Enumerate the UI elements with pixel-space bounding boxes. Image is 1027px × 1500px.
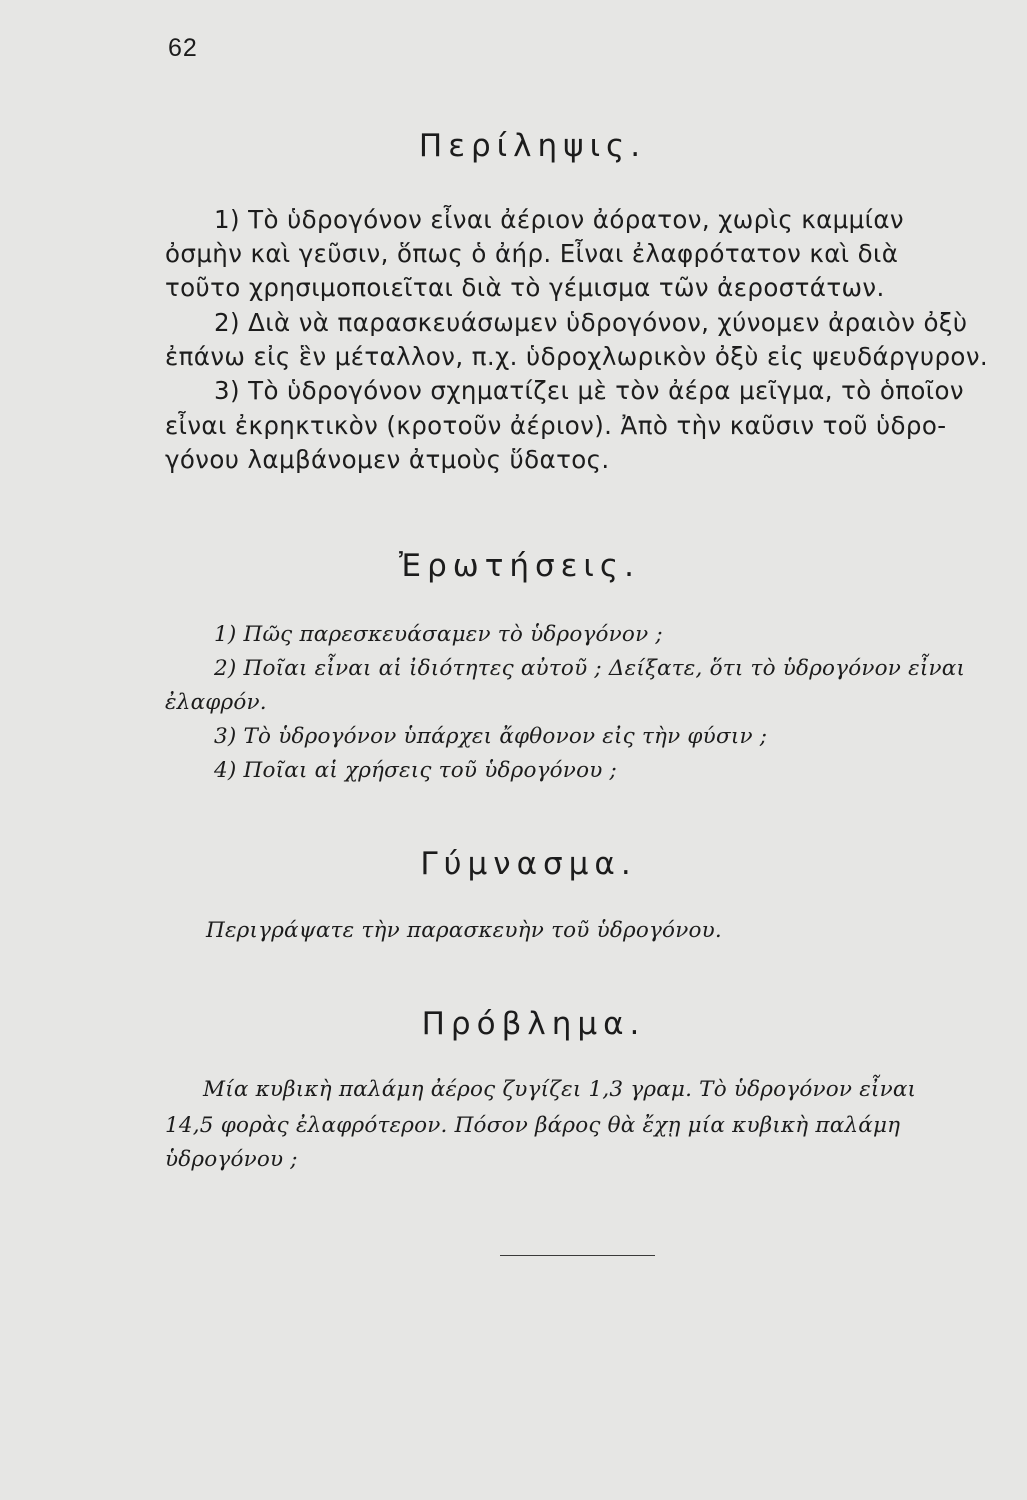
summary-line: ἐπάνω εἰς ἓν μέταλλον, π.χ. ὑδροχλωρικὸν ὀξὺ εἰς ψευδάργυρον. [165,342,989,371]
problem-heading: Πρόβλημα. [421,1006,646,1042]
question-line: 1) Πῶς παρεσκευάσαμεν τὸ ὑδρογόνον ; [214,622,663,647]
question-line: ἐλαφρόν. [165,690,267,715]
summary-line: 3) Τὸ ὑδρογόνον σχηματίζει μὲ τὸν ἀέρα μεῖγμα, τὸ ὁποῖον [214,376,964,405]
summary-line: 1) Τὸ ὑδρογόνον εἶναι ἀέριον ἀόρατον, χωρὶς καμμίαν [214,205,904,234]
problem-line: ὑδρογόνου ; [165,1147,298,1172]
page-number: 62 [168,34,198,62]
summary-line: 2) Διὰ νὰ παρασκευάσωμεν ὑδρογόνον, χύνομεν ἀραιὸν ὀξὺ [214,308,968,337]
questions-heading: Ἐρωτήσεις. [399,548,640,584]
section-end-rule [500,1255,655,1256]
summary-line: ὀσμὴν καὶ γεῦσιν, ὅπως ὁ ἀήρ. Εἶναι ἐλαφρότατον καὶ διὰ [165,239,899,268]
problem-line: 14,5 φορὰς ἐλαφρότερον. Πόσον βάρος θὰ ἔχῃ μία κυβικὴ παλάμη [165,1113,901,1138]
summary-line: τοῦτο χρησιμοποιεῖται διὰ τὸ γέμισμα τῶν ἀεροστάτων. [165,273,885,302]
summary-line: γόνου λαμβάνομεν ἀτμοὺς ὕδατος. [165,445,610,474]
problem-line: Μία κυβικὴ παλάμη ἀέρος ζυγίζει 1,3 γραμ. Τὸ ὑδρογόνον εἶναι [203,1077,917,1102]
exercise-heading: Γύμνασμα. [420,846,637,882]
exercise-line: Περιγράψατε τὴν παρασκευὴν τοῦ ὑδρογόνου. [206,918,722,943]
summary-line: εἶναι ἐκρηκτικὸν (κροτοῦν ἀέριον). Ἀπὸ τὴν καῦσιν τοῦ ὑδρο- [165,411,947,440]
summary-heading: Περίληψις. [418,128,647,164]
question-line: 2) Ποῖαι εἶναι αἱ ἰδιότητες αὐτοῦ ; Δείξατε, ὅτι τὸ ὑδρογόνον εἶναι [214,656,966,681]
question-line: 4) Ποῖαι αἱ χρήσεις τοῦ ὑδρογόνου ; [214,758,617,783]
question-line: 3) Τὸ ὑδρογόνον ὑπάρχει ἄφθονον εἰς τὴν φύσιν ; [214,724,768,749]
